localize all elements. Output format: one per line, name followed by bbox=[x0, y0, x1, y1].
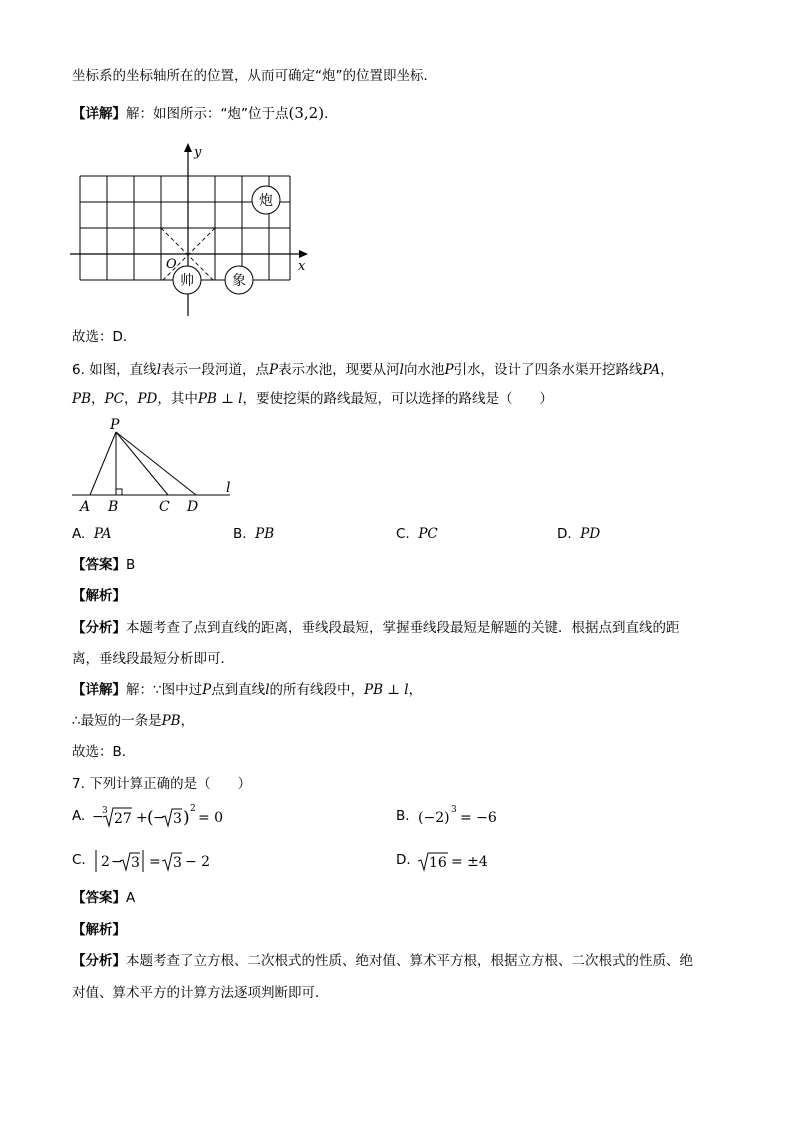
because-symbol: ∵ bbox=[153, 682, 162, 698]
detail-label: 【详解】 bbox=[72, 106, 126, 122]
seg-pa: PA bbox=[642, 362, 661, 378]
label-d: D bbox=[187, 499, 199, 515]
analysis-label: 【解析】 bbox=[72, 922, 126, 938]
label-l: l bbox=[226, 480, 231, 496]
chess-grid-figure bbox=[70, 140, 320, 320]
stem-text: 向水池 bbox=[403, 362, 445, 378]
radicand: 27 bbox=[114, 811, 132, 827]
formula-c bbox=[92, 844, 232, 876]
radicand: 3 bbox=[173, 811, 182, 827]
stem-text: 表示水池，现要从河 bbox=[278, 362, 400, 378]
answer-label: 【答案】 bbox=[72, 557, 126, 573]
option-letter: B. bbox=[396, 808, 410, 824]
result: = ±4 bbox=[451, 854, 488, 870]
perpendicular-figure bbox=[70, 414, 245, 516]
q7-analysis-line bbox=[72, 920, 126, 940]
radicand: 3 bbox=[131, 855, 140, 871]
answer-value: A bbox=[126, 890, 136, 906]
minus-sign: − bbox=[153, 810, 165, 826]
right-angle-mark bbox=[116, 489, 122, 495]
detail-text: 最短的一条是 bbox=[80, 713, 162, 729]
origin-label: O bbox=[166, 257, 177, 272]
option-letter: B. bbox=[233, 526, 247, 542]
stem-text: 表示一段河道，点 bbox=[161, 362, 270, 378]
paren-close: ) bbox=[183, 808, 190, 828]
option-letter: A. bbox=[72, 808, 86, 824]
option-letter: A. bbox=[72, 526, 86, 542]
y-axis-arrow bbox=[184, 143, 192, 152]
fenxi-text: 对值、算术平方的计算方法逐项判断即可． bbox=[72, 985, 329, 1001]
stem-text: ，要使挖渠的路线最短，可以选择的路线是（ ） bbox=[242, 391, 553, 407]
equals: = bbox=[149, 854, 161, 870]
option-value: PD bbox=[580, 526, 601, 542]
q7-option-b bbox=[396, 805, 497, 832]
segment-pc bbox=[116, 432, 168, 495]
var-l: l bbox=[156, 362, 162, 378]
detail-text: 解： bbox=[126, 682, 153, 698]
comma: ， bbox=[408, 682, 423, 698]
q6-detail-line bbox=[72, 680, 422, 700]
stem-text: 引水，设计了四条水渠开挖路线 bbox=[453, 362, 643, 378]
question-number: 6. bbox=[72, 362, 85, 378]
option-b bbox=[233, 524, 274, 544]
seg-pb: PB bbox=[161, 713, 181, 729]
var-l: l bbox=[399, 362, 404, 378]
therefore-symbol: ∴ bbox=[72, 713, 81, 729]
paren-open: ( bbox=[147, 808, 154, 828]
q7-stem bbox=[72, 774, 251, 794]
result: = 0 bbox=[198, 810, 224, 826]
var-l: l bbox=[265, 682, 270, 698]
q7-option-a bbox=[72, 804, 224, 832]
two: 2 bbox=[101, 854, 110, 870]
fenxi-text: 离，垂线段最短分析即可． bbox=[72, 651, 234, 667]
option-letter: C. bbox=[396, 526, 410, 542]
label-p: P bbox=[110, 417, 120, 433]
analysis-label: 【解析】 bbox=[72, 588, 126, 604]
fenxi-label: 【分析】 bbox=[72, 953, 126, 969]
fenxi-text: 本题考查了立方根、二次根式的性质、绝对值、算术平方根，根据立方根、二次根式的性质、绝 bbox=[126, 953, 693, 969]
tail: − 2 bbox=[185, 854, 211, 870]
option-letter: D. bbox=[396, 852, 411, 868]
exponent: 3 bbox=[451, 805, 457, 815]
period: ． bbox=[324, 106, 338, 122]
label-c: C bbox=[159, 499, 170, 515]
radicand: 16 bbox=[429, 855, 447, 871]
pao-label: 炮 bbox=[259, 193, 273, 209]
seg-pd: PD bbox=[137, 391, 158, 407]
detail-text: 图中过 bbox=[161, 682, 203, 698]
formula-d bbox=[418, 844, 518, 876]
text-line bbox=[72, 66, 437, 86]
option-a bbox=[72, 524, 111, 544]
q6-stem-line2 bbox=[72, 389, 553, 409]
label-b: B bbox=[108, 499, 119, 515]
formula-b bbox=[418, 800, 528, 832]
comma: ， bbox=[660, 362, 674, 378]
base: (−2) bbox=[418, 810, 450, 826]
q6-stem-line1 bbox=[72, 360, 674, 380]
q6-fenxi-line2 bbox=[72, 649, 234, 669]
detail-line bbox=[72, 103, 338, 124]
detail-text: 的所有线段中， bbox=[269, 682, 365, 698]
var-p: P bbox=[269, 362, 279, 378]
comma: ， bbox=[123, 391, 138, 407]
q7-fenxi-line1 bbox=[72, 951, 693, 971]
stem-text: 下列计算正确的是（ ） bbox=[89, 776, 252, 792]
question-number: 7. bbox=[72, 776, 85, 792]
q6-answer-line bbox=[72, 555, 135, 575]
fenxi-label: 【分析】 bbox=[72, 620, 126, 636]
shuai-label: 帅 bbox=[180, 273, 194, 289]
option-c bbox=[396, 524, 438, 544]
option-letter: C. bbox=[72, 852, 86, 868]
point-coordinate: (3,2) bbox=[288, 104, 325, 122]
minus-sign: − bbox=[111, 854, 123, 870]
xiang-label: 象 bbox=[232, 273, 246, 289]
option-value: PC bbox=[418, 526, 438, 542]
x-axis-arrow bbox=[299, 250, 308, 258]
q7-option-c bbox=[72, 850, 211, 876]
result: = −6 bbox=[460, 810, 497, 826]
x-axis-label: x bbox=[298, 259, 306, 274]
perp-relation: PB ⊥ l bbox=[197, 391, 243, 407]
y-axis-label: y bbox=[194, 145, 202, 160]
exponent: 2 bbox=[190, 804, 196, 814]
choose-text: 故选：B． bbox=[72, 744, 136, 760]
q5-answer bbox=[72, 327, 136, 347]
answer-value: B bbox=[126, 557, 136, 573]
choose-text: 故选：D． bbox=[72, 329, 137, 345]
label-a: A bbox=[80, 499, 91, 515]
q6-therefore-line bbox=[72, 711, 194, 731]
segment-pd bbox=[116, 432, 196, 495]
plus-sign: + bbox=[136, 810, 148, 826]
comma: ， bbox=[91, 391, 105, 407]
detail-label: 【详解】 bbox=[72, 682, 126, 698]
q6-choose-line bbox=[72, 742, 135, 762]
detail-text: 解：如图所示：“炮”位于点 bbox=[126, 106, 289, 122]
q7-fenxi-line2 bbox=[72, 983, 329, 1003]
perp-relation: PB ⊥ l bbox=[364, 682, 409, 698]
seg-pb: PB bbox=[72, 391, 92, 407]
var-p: P bbox=[444, 362, 454, 378]
answer-label: 【答案】 bbox=[72, 890, 126, 906]
root-index: 3 bbox=[102, 806, 108, 816]
var-p: P bbox=[202, 682, 212, 698]
option-letter: D. bbox=[557, 526, 572, 542]
formula-a bbox=[92, 800, 232, 832]
option-value: PA bbox=[93, 526, 112, 542]
q6-fenxi-line1 bbox=[72, 618, 680, 638]
segment-pa bbox=[90, 432, 116, 495]
radicand: 3 bbox=[173, 855, 182, 871]
paragraph-text: 坐标系的坐标轴所在的位置，从而可确定“炮”的位置即坐标． bbox=[72, 68, 437, 84]
q7-option-d bbox=[396, 850, 488, 876]
stem-text: ，其中 bbox=[157, 391, 198, 407]
q7-answer-line bbox=[72, 888, 135, 908]
q6-analysis-line bbox=[72, 586, 126, 606]
comma: ， bbox=[180, 713, 195, 729]
seg-pc: PC bbox=[104, 391, 124, 407]
minus-sign: − bbox=[92, 809, 104, 825]
fenxi-text: 本题考查了点到直线的距离，垂线段最短，掌握垂线段最短是解题的关键．根据点到直线的距 bbox=[126, 620, 680, 636]
stem-text: 如图，直线 bbox=[89, 362, 157, 378]
option-value: PB bbox=[255, 526, 275, 542]
option-d bbox=[557, 524, 600, 544]
detail-text: 点到直线 bbox=[211, 682, 266, 698]
